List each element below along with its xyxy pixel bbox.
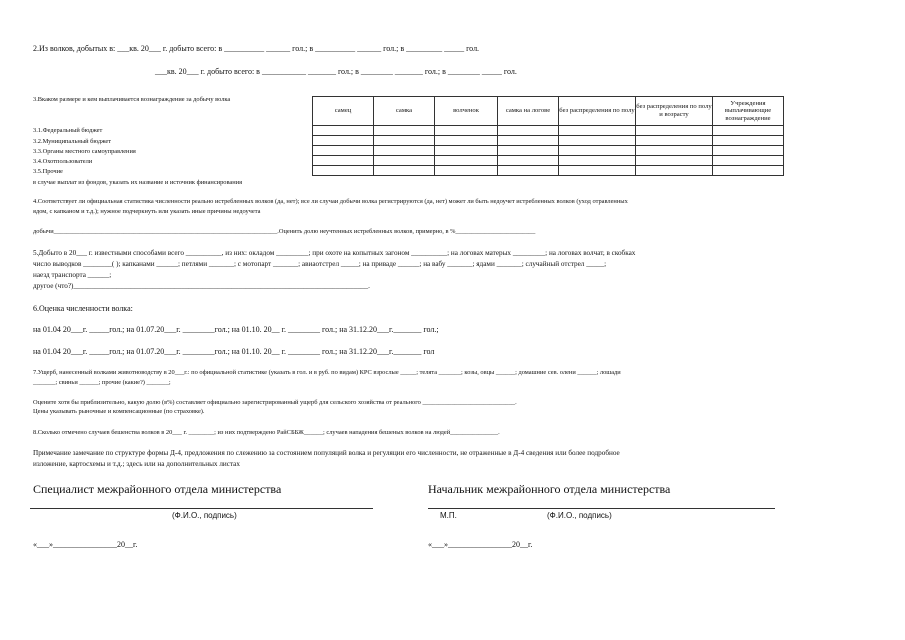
table-row <box>313 126 784 136</box>
col-institutions: Учреждения выплачивающие вознаграждение <box>713 97 784 126</box>
q2-line2: ___кв. 20___ г. добыто всего: в ___________ _______ гол.; в ________ _______ гол.; в ________ _____ гол. <box>155 67 517 76</box>
right-date: «___»________________20__г. <box>428 540 533 549</box>
q5-line1: 5.Добыто в 20___ г. известными способами всего __________, из них: окладом _________; при охоте на копытных загоном __________; на логовах матерых _________; на логовах волчат, в скобках <box>33 249 636 257</box>
q5-line3: наезд транспорта ______; <box>33 271 112 279</box>
stamp-label: М.П. <box>440 511 457 520</box>
row-label-federal: 3.1.Федеральный бюджет <box>33 127 103 134</box>
col-cub: волченок <box>435 97 498 126</box>
q6-line1: на 01.04 20___г. _____гол.; на 01.07.20___г. ________гол.; на 01.10. 20__ г. ________ гол.; на 31.12.20___г._______ гол.; <box>33 325 439 334</box>
col-no-sex-age: без распределения по полу и возрасту <box>636 97 713 126</box>
q3-title: 3.Вкаком размере и кем выплачивается вознаграждение за добычу волка <box>33 96 231 103</box>
right-signer-title: Начальник межрайонного отдела министерства <box>428 482 671 496</box>
table-row <box>313 156 784 166</box>
q4-line3: добычи______________________________________________________________________.Оценить долю неучтенных истребленных волков, примерно, в %_________________________ <box>33 228 536 235</box>
q4-line2: ядом, с капканом и т.д.); нужное подчеркнуть или указать иные причины недоучета <box>33 208 261 215</box>
q6-title: 6.Оценка численности волка: <box>33 304 133 313</box>
row-label-hunters: 3.4.Охотпользователи <box>33 158 93 165</box>
col-no-sex: без распределения по полу <box>559 97 636 126</box>
note-line2: изложение, картосхемы и т.д.; здесь или на дополнительных листах <box>33 460 240 468</box>
q4-line1: 4.Соответствует ли официальная статистика численности реально истребленных волков (да, нет); все ли случаи добычи волка регистрируются (да, нет) может ли быть недоучет истребленных волков (уход отравленных <box>33 198 628 205</box>
q7-line1: 7.Ущерб, нанесенный волками животноводству в 20___г.: по официальной статистике (указать в гол. и в руб. по видам) КРС взрослые _____; телята _______; козы, овцы ______; домашние сев. олени ______; лошади <box>33 369 621 376</box>
col-male: самец <box>313 97 374 126</box>
table-row <box>313 136 784 146</box>
left-signature-line <box>30 508 373 509</box>
note-line1: Примечание замечание по структуре формы Д-4, предложения по слежению за состоянием популяций волка и регуляции его численности, не отраженные в Д-4 сведения или более подробное <box>33 449 620 457</box>
q5-line2: число выводков ________( ); капканами ______; петлями _______; с мотопарт _______; авиаотстрел _____; на приваде ______; на вабу _______; ядами _______; случайный отстрел _____; <box>33 260 607 268</box>
right-signature-line <box>428 508 775 509</box>
row-label-local-gov: 3.3.Органы местного самоуправления <box>33 148 136 155</box>
col-female-den: самка на логове <box>498 97 559 126</box>
col-female: самка <box>374 97 435 126</box>
right-fio-label: (Ф.И.О., подпись) <box>547 511 612 520</box>
row-label-municipal: 3.2.Муниципальный бюджет <box>33 138 112 145</box>
q2-line1: 2.Из волков, добытых в: ___кв. 20___ г. добыто всего: в __________ ______ гол.; в __________ ______ гол.; в _________ _____ гол. <box>33 44 480 53</box>
q7-line4: Цены указывать рыночные и компенсационные (по страховке). <box>33 408 205 415</box>
q7-line2: _______; свиньи ______; прочие (какие?) _______; <box>33 379 171 386</box>
q8-line1: 8.Сколько отмечено случаев бешенства волков в 20___ г. ________; из них подтверждено РайСББЖ______; случаев нападения бешеных волков на людей_______________. <box>33 429 500 436</box>
table-row <box>313 146 784 156</box>
left-date: «___»________________20__г. <box>33 540 138 549</box>
q3-note: в случае выплат из фондов, указать их название и источник финансирования <box>33 179 243 186</box>
q5-line4: другое (что?)__________________________________________________________________________________. <box>33 282 370 290</box>
left-signer-title: Специалист межрайонного отдела министерства <box>33 482 282 496</box>
q7-line3: Оцените хотя бы приблизительно, какую долю (в%) составляет официально зарегистрированный ущерб для сельского хозяйства от реального _____________________________. <box>33 399 517 406</box>
reward-table <box>312 96 784 176</box>
left-fio-label: (Ф.И.О., подпись) <box>172 511 237 520</box>
row-label-other: 3.5.Прочие <box>33 168 63 175</box>
table-row <box>313 166 784 176</box>
q6-line2: на 01.04 20___г. _____гол.; на 01.07.20___г. ________гол.; на 01.10. 20__ г. ________ гол.; на 31.12.20___г._______ гол <box>33 347 435 356</box>
